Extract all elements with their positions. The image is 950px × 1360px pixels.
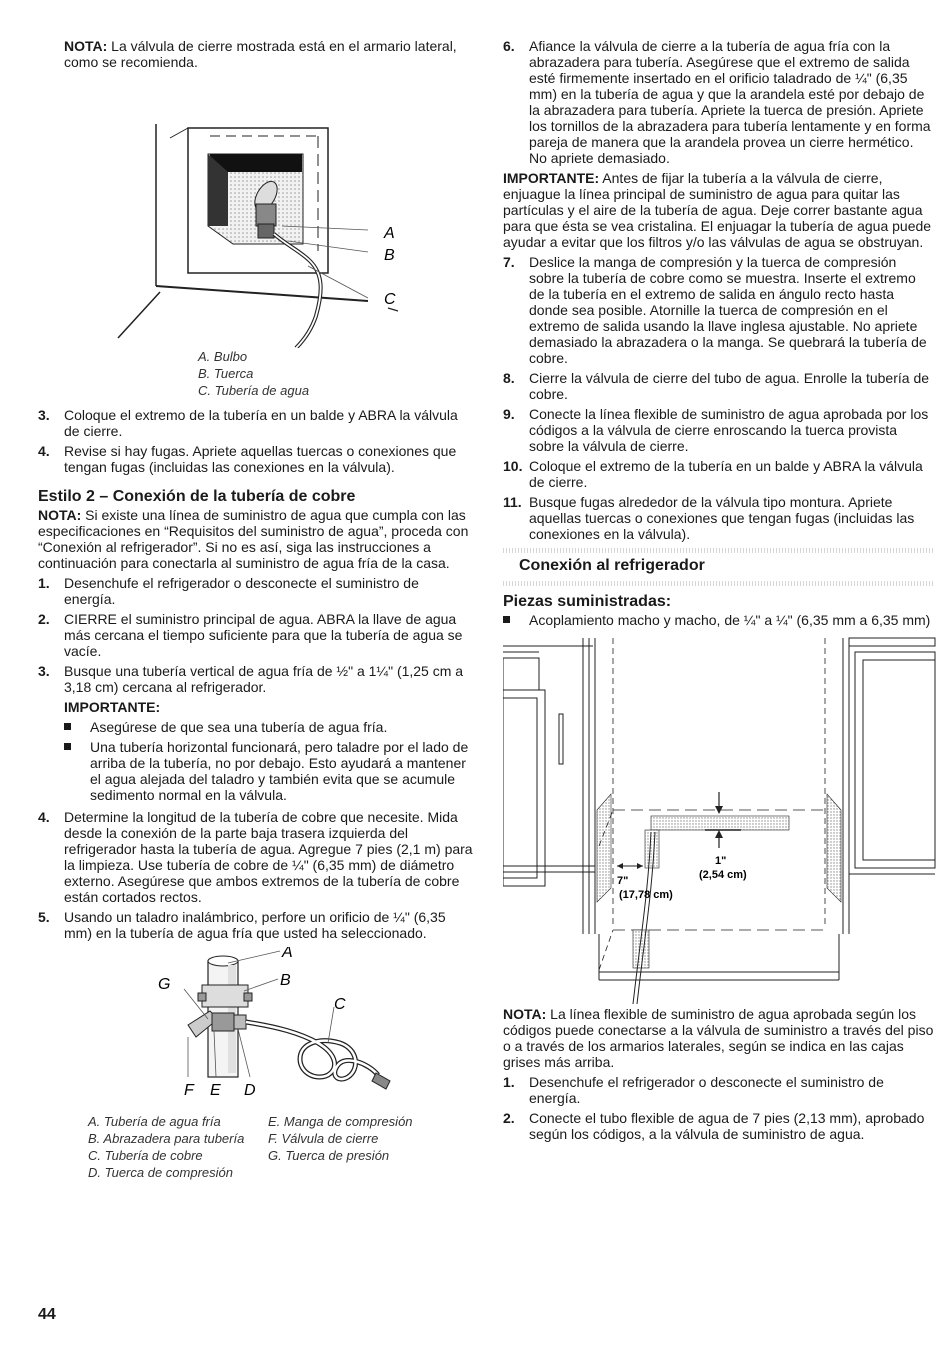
list-item: Acoplamiento macho y macho, de ¼" a ¼" (6,35 mm a 6,35 mm) bbox=[503, 612, 935, 628]
important-label: IMPORTANTE: bbox=[64, 699, 161, 715]
page-number: 44 bbox=[38, 1306, 56, 1323]
note-supply-line: NOTA: Si existe una línea de suministro de agua que cumpla con las especificaciones en “Requisitos del suministro de agua”, proceda con “Conexión al refrigerador”. Si no es así, siga las instrucciones a continuación para conectarla al suministro de agua fría de la casa. bbox=[38, 507, 469, 571]
caption-c: C. Tubería de agua bbox=[198, 383, 310, 398]
caption-item: C. Tubería de cobre bbox=[88, 1148, 203, 1163]
steps-c bbox=[38, 809, 474, 941]
caption-item: B. Abrazadera para tubería bbox=[88, 1131, 245, 1146]
caption-item: F. Válvula de cierre bbox=[268, 1131, 379, 1146]
list-item: 4. Determine la longitud de la tubería de cobre que necesite. Mida desde la conexión de la parte baja trasera izquierda del refrigerador hasta la tubería de agua. Agregue 7 pies (2,1 m) para la limpieza. Use tubería de cobre de ¼" (6,35 mm) de diámetro externo. Asegúrese que ambos extremos de la tubería de cobre están cortados rectos. bbox=[38, 809, 473, 905]
shutoff-valve-illustration bbox=[38, 947, 474, 1113]
caption-item: E. Manga de compresión bbox=[268, 1114, 413, 1129]
section-title-refrigerator: Conexión al refrigerador bbox=[519, 557, 705, 574]
note-flexible-line: NOTA: La línea flexible de suministro de agua aprobada según los códigos puede conectarse a la válvula de suministro a través del piso o a través de los armarios laterales, según se indica en las cajas grises más arriba. bbox=[503, 1006, 934, 1070]
caption-b: B. Tuerca bbox=[198, 366, 254, 381]
steps-b bbox=[38, 575, 474, 695]
section-banner bbox=[503, 548, 935, 586]
fig2-label-c: C bbox=[334, 996, 346, 1013]
dimension-1in: 1" bbox=[715, 855, 727, 867]
fig1-label-a: A bbox=[384, 225, 395, 242]
list-item: 11. Busque fugas alrededor de la válvula tipo montura. Apriete aquellas tuercas o conexiones que tengan fugas (incluidas las conexiones en la válvula). bbox=[503, 494, 915, 542]
valve-cabinet-illustration bbox=[38, 76, 474, 348]
bullet-icon bbox=[503, 616, 510, 623]
fig2-label-e: E bbox=[210, 1082, 221, 1099]
important-flush-note: IMPORTANTE: Antes de fijar la tubería a la válvula de cierre, enjuague la línea principal de suministro de agua para quitar las partículas y el aire de la tubería de agua. Deje correr bastante agua para que ésta se vea cristalina. El enjuagar la tubería de agua puede ayudar a evitar que los filtros y/o las válvulas de agua se obstruyan. bbox=[503, 170, 932, 250]
captions-right-col bbox=[268, 1113, 413, 1181]
list-item: 7. Deslice la manga de compresión y la tuerca de compresión sobre la tubería de cobre como se muestra. Inserte el extremo de la tubería en el extremo de salida en ángulo recto hasta donde sea posible. Atornille la tuerca de compresión en el extremo de salida usando la llave inglesa ajustable. No apriete demasiado la abrazadera o la manga. Se quebrará la tubería de cobre. bbox=[503, 254, 927, 366]
refrigerator-cabinets-illustration bbox=[503, 634, 939, 1006]
fig2-label-a: A bbox=[282, 947, 293, 961]
fig1-label-c: C bbox=[384, 291, 396, 308]
dimension-1in-cm: (2,54 cm) bbox=[699, 869, 747, 881]
list-item: 1. Desenchufe el refrigerador o desconecte el suministro de energía. bbox=[38, 575, 419, 607]
left-column bbox=[38, 38, 474, 1181]
caption-item: G. Tuerca de presión bbox=[268, 1148, 390, 1163]
list-item: 5. Usando un taladro inalámbrico, perfore un orificio de ¼" (6,35 mm) en la tubería de agua fría que usted ha seleccionado. bbox=[38, 909, 446, 941]
caption-a: A. Bulbo bbox=[198, 349, 248, 364]
fig2-label-b: B bbox=[280, 972, 291, 989]
dimension-7in-cm: (17,78 cm) bbox=[619, 889, 673, 901]
list-item: Una tubería horizontal funcionará, pero taladre por el lado de arriba de la tubería, no por debajo. Esto ayudará a mantener el agua alejada del taladro y también evita que se acumule sedimento normal en la válvula. bbox=[38, 739, 474, 803]
list-item: 2. CIERRE el suministro principal de agua. ABRA la llave de agua más cercana el tiempo suficiente para que la tubería de agua se vacíe. bbox=[38, 611, 463, 659]
list-item: 1. Desenchufe el refrigerador o desconecte el suministro de energía. bbox=[503, 1074, 884, 1106]
captions-left-col bbox=[88, 1113, 268, 1181]
bullet-icon bbox=[64, 743, 71, 750]
steps-b-right bbox=[503, 254, 935, 542]
fig2-label-f: F bbox=[184, 1082, 194, 1099]
list-item: 6. Afiance la válvula de cierre a la tubería de agua fría con la abrazadera para tubería. Asegúrese que el extremo de salida esté firmemente insertado en el orificio taladrado de ¼" (6,35 mm) en la tubería de agua y que la arandela esté por debajo de la abrazadera para tubería. Apriete la tuerca de presión. Apriete los tornillos de la abrazadera para tubería lentamente y en forma pareja de manera que la arandela provea un cierre hermético. No apriete demasiado. bbox=[503, 38, 931, 166]
list-item: 3. Busque una tubería vertical de agua fría de ½" a 1¼" (1,25 cm a 3,18 cm) cercana al refrigerador. bbox=[38, 663, 464, 695]
fig2-label-d: D bbox=[244, 1082, 256, 1099]
dimension-7in: 7" bbox=[617, 875, 629, 887]
figure2-captions bbox=[38, 1113, 474, 1181]
caption-item: A. Tubería de agua fría bbox=[88, 1114, 221, 1129]
figure1-captions bbox=[38, 348, 474, 399]
list-item: 10. Coloque el extremo de la tubería en un balde y ABRA la válvula de cierre. bbox=[503, 458, 923, 490]
fig1-label-b: B bbox=[384, 247, 395, 264]
bullet-icon bbox=[64, 723, 71, 730]
figure-valve-cabinet bbox=[38, 76, 474, 348]
figure-shutoff-valve bbox=[38, 947, 474, 1113]
steps-c-right bbox=[503, 1074, 935, 1142]
section-heading-copper: Estilo 2 – Conexión de la tubería de cobre bbox=[38, 488, 356, 505]
steps-a bbox=[38, 407, 474, 475]
list-item: 4. Revise si hay fugas. Apriete aquellas tuercas o conexiones que tengan fugas (incluidas las conexiones en la válvula). bbox=[38, 443, 457, 475]
figure-refrigerator-cabinets bbox=[503, 634, 935, 1006]
fig2-label-g: G bbox=[158, 976, 171, 993]
parts-heading: Piezas suministradas: bbox=[503, 593, 672, 610]
note-valve-location: NOTA: La válvula de cierre mostrada está en el armario lateral, como se recomienda. bbox=[64, 38, 457, 70]
list-item: 9. Conecte la línea flexible de suministro de agua aprobada por los códigos a la válvula de cierre enroscando la tuerca provista sobre la válvula de cierre. bbox=[503, 406, 929, 454]
list-item: Asegúrese de que sea una tubería de agua fría. bbox=[38, 719, 474, 735]
list-item: 8. Cierre la válvula de cierre del tubo de agua. Enrolle la tubería de cobre. bbox=[503, 370, 930, 402]
caption-item: D. Tuerca de compresión bbox=[88, 1165, 233, 1180]
list-item: 2. Conecte el tubo flexible de agua de 7 pies (2,13 mm), aprobado según los códigos, a la válvula de suministro de agua. bbox=[503, 1110, 925, 1142]
right-column bbox=[503, 38, 935, 1146]
list-item: 3. Coloque el extremo de la tubería en un balde y ABRA la válvula de cierre. bbox=[38, 407, 458, 439]
